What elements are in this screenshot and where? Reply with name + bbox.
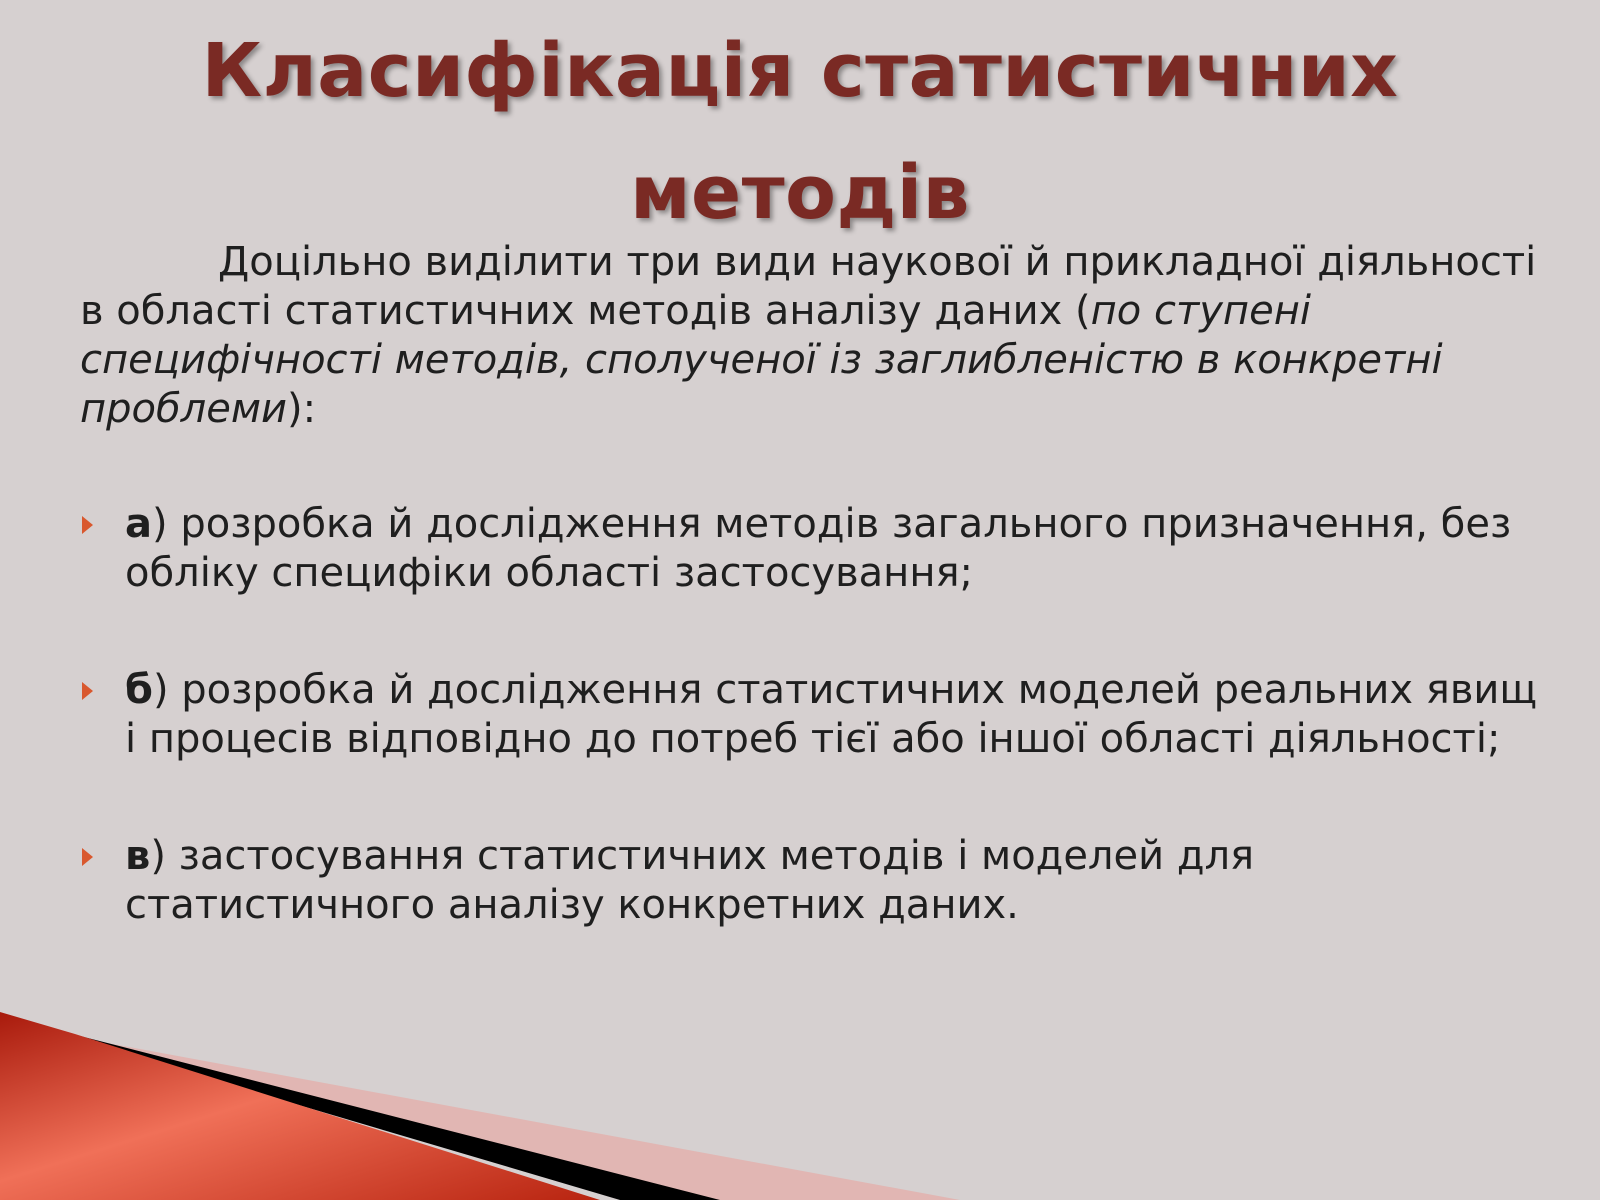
bullet-list [80, 500, 1540, 930]
title-line-1: Класифікація статистичних [201, 28, 1399, 114]
intro-text: Доцільно виділити три види наукової й прикладної діяльності в області статистичних методів аналізу даних ( [80, 239, 1537, 334]
bullet-letter: в [125, 833, 151, 879]
bullet-paren: ) [152, 501, 168, 547]
bullet-text: розробка й дослідження статистичних моделей реальних явищ і процесів відповідно до потреб тієї або іншої області діяльності; [125, 667, 1538, 762]
red-wedge [0, 1012, 600, 1200]
bullet-letter: а [125, 501, 152, 547]
intro-end: ): [287, 386, 317, 432]
triangle-bullet-icon [82, 682, 93, 700]
title-line-2: методів [630, 150, 970, 236]
bullet-text: розробка й дослідження методів загального призначення, без обліку специфіки області застосування; [125, 501, 1512, 596]
bullet-item-a [80, 500, 1540, 598]
bullet-paren: ) [150, 833, 166, 879]
intro-italic-text: по ступені специфічності методів, сполученої із заглибленістю в конкретні проблеми [80, 288, 1443, 432]
bullet-paren: ) [152, 667, 169, 713]
bullet-letter: б [125, 667, 153, 713]
triangle-bullet-icon [82, 516, 93, 534]
bullet-item-b [80, 666, 1540, 764]
bullet-text: застосування статистичних методів і моделей для статистичного аналізу конкретних даних. [125, 833, 1255, 928]
intro-paragraph [80, 238, 1540, 434]
triangle-bullet-icon [82, 848, 93, 866]
slide-title [0, 10, 1600, 254]
bullet-item-c [80, 832, 1540, 930]
